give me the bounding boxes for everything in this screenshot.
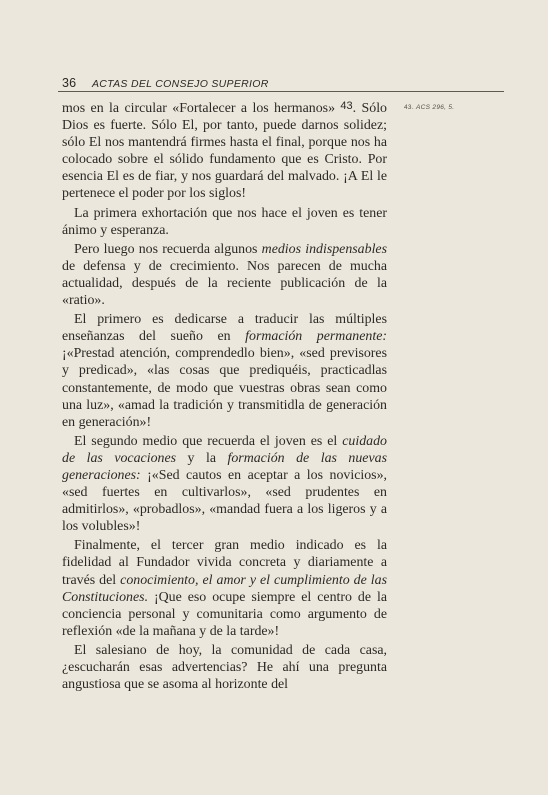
italic-run: medios indispensables bbox=[261, 241, 388, 257]
running-title: ACTAS DEL CONSEJO SUPERIOR bbox=[92, 78, 269, 90]
header-rule bbox=[58, 91, 504, 92]
text-run: El primero es dedicarse a traducir las múltiples enseñanzas del sueño en bbox=[62, 312, 387, 345]
paragraph bbox=[62, 642, 387, 693]
text-run: de defensa y de crecimiento. Nos parecen de mucha actualidad, después de la reciente publicación de la «ratio». bbox=[62, 258, 387, 309]
text-run: El salesiano de hoy, la comunidad de cada casa, ¿escucharán esas advertencias? He ahí una pregunta angustiosa que se asoma al horizonte del bbox=[62, 642, 387, 693]
text-run: ¡«Sed cautos en aceptar a los novicios», «sed fuertes en cultivarlos», «sed prudentes en admitirlos», «probadlos», «mandad fuera a los ligeros y a los volubles»! bbox=[62, 467, 387, 535]
paragraph bbox=[62, 311, 387, 431]
text-run: El segundo medio que recuerda el joven es el bbox=[74, 433, 343, 449]
margin-note-number: 43. bbox=[404, 104, 414, 111]
text-run: ¡Que eso ocupe siempre el centro de la conciencia personal y comunitaria como argumento de reflexión «de la mañana y de la tarde»! bbox=[62, 589, 387, 639]
text-run: y la bbox=[176, 450, 228, 466]
body-text bbox=[62, 98, 387, 693]
text-run: mos en la circular «Fortalecer a los hermanos» bbox=[62, 101, 341, 116]
paragraph bbox=[62, 241, 387, 309]
italic-run: formación de las nuevas generaciones: bbox=[62, 450, 387, 483]
paragraph bbox=[62, 433, 387, 536]
text-run: . Sólo Dios es fuerte. Sólo El, por tanto, puede darnos solidez; sólo El nos mantendrá firmes hasta el final, porque nos ha colocado sobre el sólido fundamento que es Cristo. Por esencia El es de fiar, y nos guardará del malvado. ¡A El le pertenece el poder por los siglos! bbox=[62, 101, 387, 202]
running-header bbox=[62, 76, 269, 90]
paragraph bbox=[62, 205, 387, 239]
text-run: La primera exhortación que nos hace el joven es tener ánimo y esperanza. bbox=[62, 205, 387, 238]
italic-run: formación permanente: bbox=[245, 329, 387, 345]
paragraph bbox=[62, 98, 387, 203]
paragraph bbox=[62, 537, 387, 640]
text-run: ¡«Prestad atención, comprendedlo bien», «sed previsores y predicad», «las cosas que prediquéis, practicadlas constantemente, de modo que vuestras obras sean como una luz», «amad la tradición y transmitidla de generación en generación»! bbox=[62, 346, 387, 430]
margin-note bbox=[404, 104, 454, 111]
text-run: Pero luego nos recuerda algunos bbox=[74, 241, 262, 257]
page-number: 36 bbox=[62, 76, 77, 90]
footnote-marker: 43 bbox=[340, 100, 353, 112]
italic-run: cuidado de las vocaciones bbox=[62, 433, 387, 466]
text-run: Finalmente, el tercer gran medio indicado es la fidelidad al Fundador vivida concreta y diariamente a través del bbox=[62, 538, 387, 588]
margin-note-reference: ACS 296, 5. bbox=[416, 104, 455, 111]
italic-run: conocimiento, el amor y el cumplimiento de las Constituciones. bbox=[62, 572, 387, 605]
